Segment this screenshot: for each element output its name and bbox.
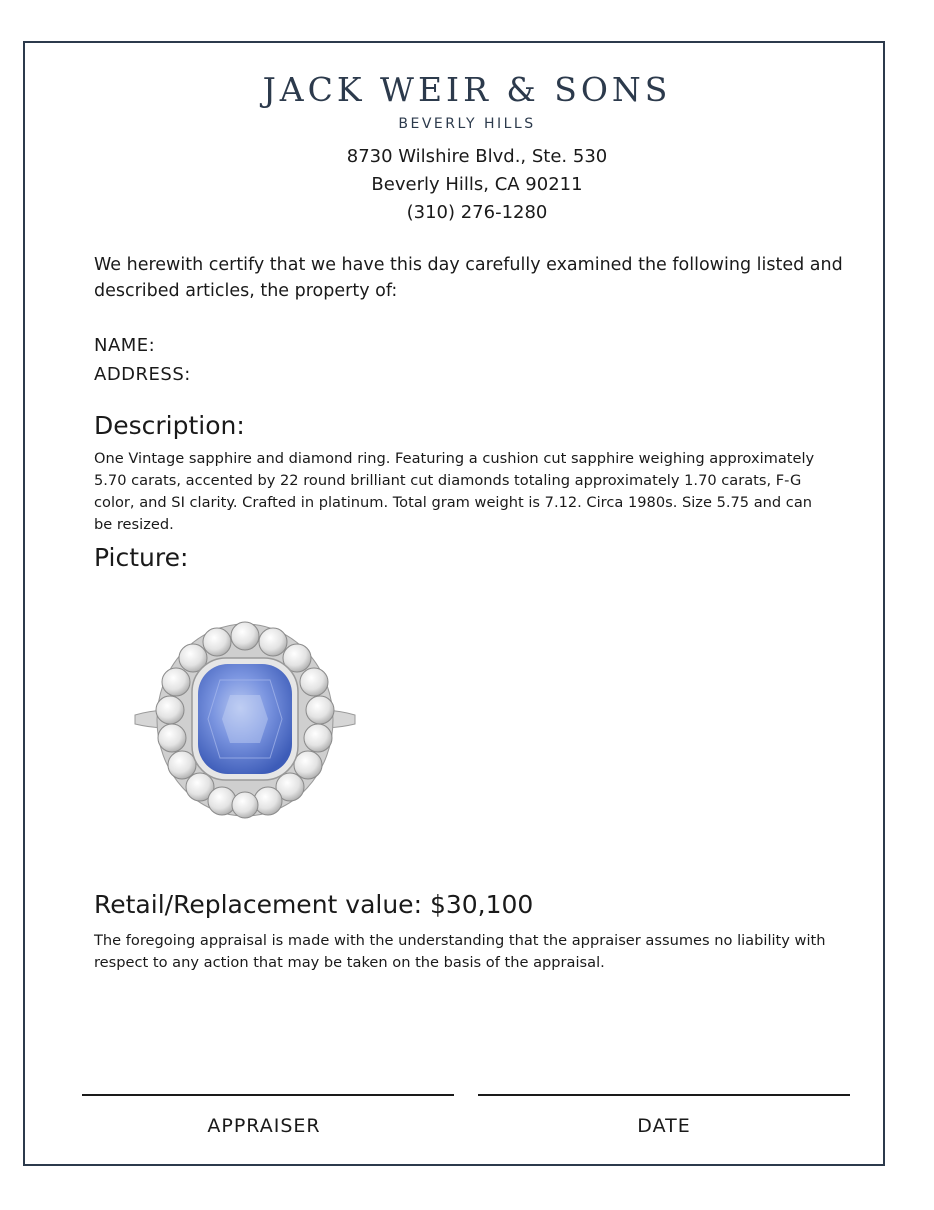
description-text: One Vintage sapphire and diamond ring. Featuring a cushion cut sapphire weighing approximately 5.70 carats, accented by 22 round brilliant cut diamonds totaling approximately 1.70 carats, F-G color, and SI clarity. Crafted in platinum. Total gram weight is 7.12. Circa 1980s. Size 5.75 and can be resized. — [94, 450, 815, 533]
address-label: ADDRESS: — [94, 364, 191, 385]
appraiser-signature-line — [82, 1094, 454, 1096]
picture-heading: Picture: — [94, 543, 189, 572]
address-line-2: Beverly Hills, CA 90211 — [371, 174, 583, 195]
date-label: DATE — [637, 1115, 691, 1137]
brand-name: JACK WEIR & SONS — [262, 70, 672, 109]
replacement-value: Retail/Replacement value: $30,100 — [94, 890, 534, 919]
phone-number: (310) 276-1280 — [406, 202, 548, 223]
description-heading: Description: — [94, 411, 245, 440]
appraiser-label: APPRAISER — [207, 1115, 321, 1137]
date-signature-line — [478, 1094, 850, 1096]
address-line-1: 8730 Wilshire Blvd., Ste. 530 — [346, 146, 608, 167]
disclaimer-text: The foregoing appraisal is made with the understanding that the appraiser assumes no liability with respect to any action that may be taken on the basis of the appraisal. — [94, 932, 826, 971]
brand-location: BEVERLY HILLS — [398, 116, 536, 132]
certification-statement: We herewith certify that we have this day carefully examined the following listed and described articles, the property of: — [94, 255, 843, 301]
ring-image — [130, 620, 360, 820]
name-label: NAME: — [94, 335, 156, 356]
